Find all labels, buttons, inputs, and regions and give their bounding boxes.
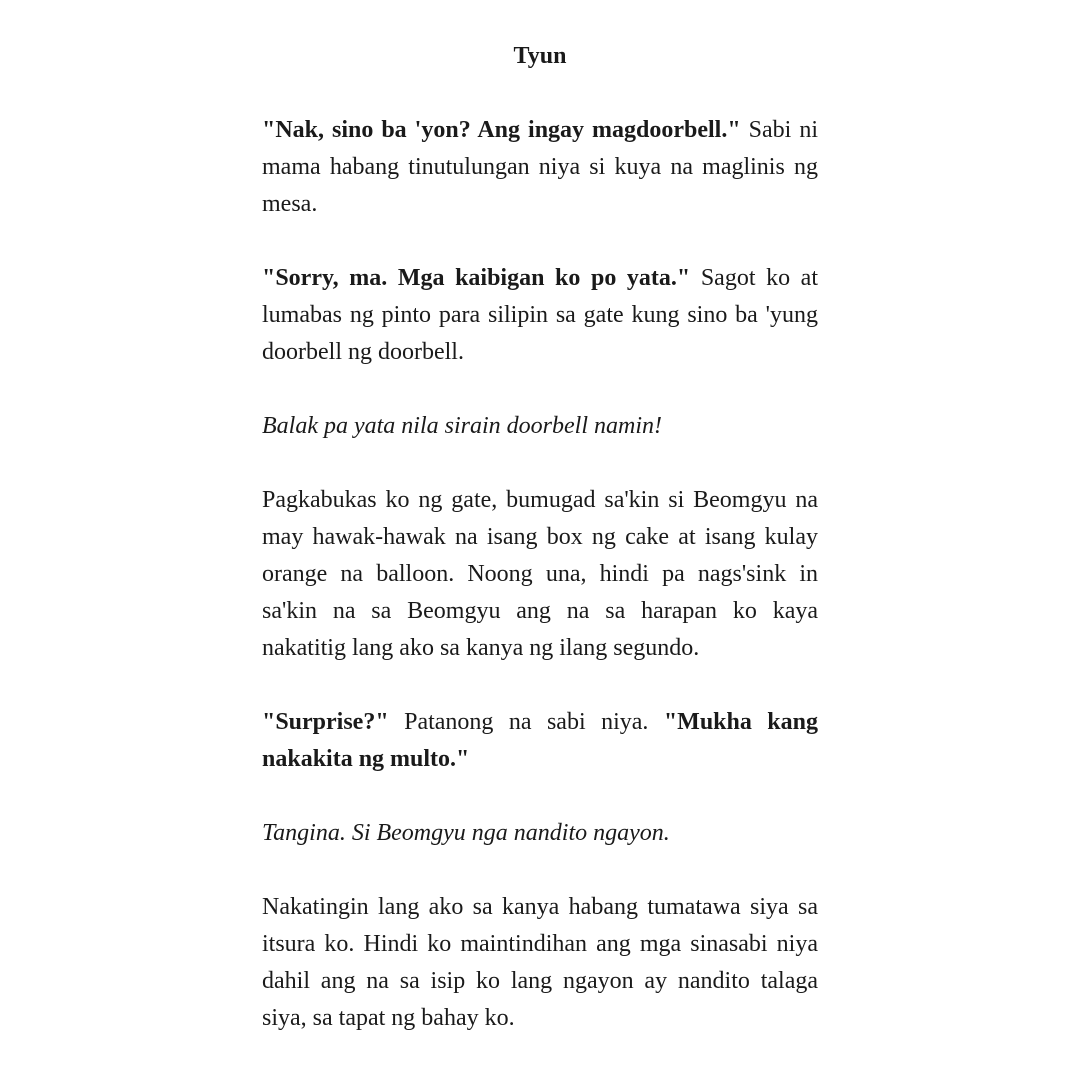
- paragraph-6: [262, 815, 818, 852]
- paragraph-2: [262, 260, 818, 371]
- dialogue-line: "Nak, sino ba 'yon? Ang ingay magdoorbell.": [262, 117, 741, 143]
- narration-text: Sabi ni mama habang tinutulungan niya si kuya na maglinis ng mesa.: [262, 117, 818, 217]
- inner-thought: Tangina. Si Beomgyu nga nandito ngayon.: [262, 820, 670, 846]
- dialogue-line: "Sorry, ma. Mga kaibigan ko po yata.": [262, 265, 691, 291]
- paragraph-5: [262, 704, 818, 778]
- chapter-title: Tyun: [513, 43, 567, 69]
- paragraph-7: [262, 889, 818, 1037]
- inner-thought: Balak pa yata nila sirain doorbell namin!: [262, 413, 662, 439]
- paragraph-4: [262, 482, 818, 667]
- narration-text: Nakatingin lang ako sa kanya habang tumatawa siya sa itsura ko. Hindi ko maintindihan ang mga sinasabi niya dahil ang na sa isip ko lang ngayon ay nandito talaga siya, sa tapat ng bahay ko.: [262, 894, 818, 1031]
- paragraph-1: [262, 112, 818, 223]
- story-page: [262, 36, 818, 1037]
- dialogue-line: "Surprise?": [262, 709, 389, 735]
- dialogue-line: "Mukha kang nakakita ng multo.": [262, 709, 819, 772]
- narration-text: Pagkabukas ko ng gate, bumugad sa'kin si Beomgyu na may hawak-hawak na isang box ng cake at isang kulay orange na balloon. Noong una, hindi pa nags'sink in sa'kin na sa Beomgyu ang na sa harapan ko kaya nakatitig lang ako sa kanya ng ilang segundo.: [262, 487, 818, 661]
- narration-text: Sagot ko at lumabas ng pinto para silipin sa gate kung sino ba 'yung doorbell ng doorbell.: [262, 265, 818, 365]
- paragraph-3: [262, 408, 818, 445]
- narration-text: Patanong na sabi niya.: [388, 709, 664, 735]
